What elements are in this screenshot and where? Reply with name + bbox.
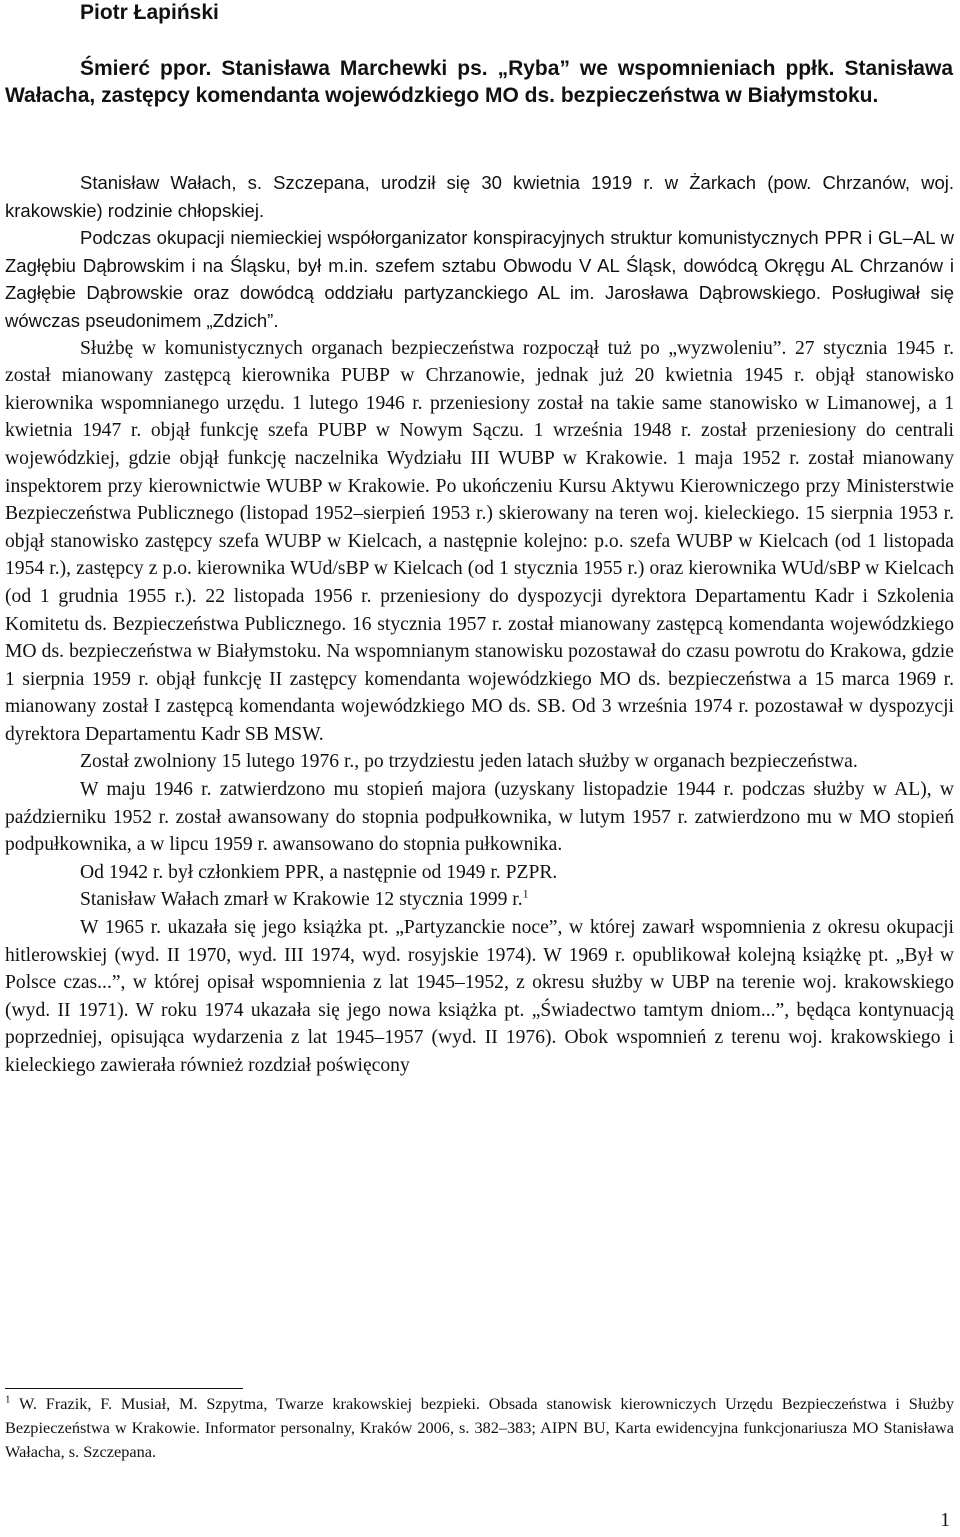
paragraph-death-text: Stanisław Wałach zmarł w Krakowie 12 stycznia 1999 r.	[80, 889, 523, 911]
paragraph-books: W 1965 r. ukazała się jego książka pt. „Partyzanckie noce”, w której zawarł wspomnienia z okresu okupacji hitlerowskiej (wyd. II 1970, wyd. III 1974, wyd. rosyjskie 1974). W 1969 r. opublikował kolejną książkę pt. „Był w Polsce czas...”, w której opisał wspomnienia z lat 1945–1952, z okresu służby w UBP na terenie woj. krakowskiego (wyd. II 1971). W roku 1974 ukazała się jego nowa książka pt. „Świadectwo tamtym dniom...”, będąca kontynuacją poprzedniej, opisująca wydarzenia z lat 1945–1957 (wyd. II 1976). Obok wspomnień z terenu woj. krakowskiego i kieleckiego zawierała również rozdział poświęcony	[5, 917, 954, 1076]
author-name: Piotr Łapiński	[80, 1, 219, 24]
paragraph-ranks: W maju 1946 r. zatwierdzono mu stopień majora (uzyskany listopadzie 1944 r. podczas służby w AL), w październiku 1952 r. został awansowany do stopnia podpułkownika, w lutym 1957 r. zatwierdzono mu w MO stopień podpułkownika, a w lipcu 1959 r. awansowano do stopnia pułkownika.	[5, 779, 954, 856]
footnote-text: W. Frazik, F. Musiał, M. Szpytma, Twarze krakowskiej bezpieki. Obsada stanowisk kierowniczych Urzędu Bezpieczeństwa i Służby Bezpieczeństwa w Krakowie. Informator personalny, Kraków 2006, s. 382–383; AIPN BU, Karta ewidencyjna funkcjonariusza MO Stanisława Wałacha, s. Szczepana.	[5, 1394, 954, 1461]
paragraph-career: Służbę w komunistycznych organach bezpieczeństwa rozpoczął tuż po „wyzwoleniu”. 27 stycznia 1945 r. został mianowany zastępcą kierownika PUBP w Chrzanowie, jednak już 20 kwietnia 1945 r. objął stanowisko kierownika wspomnianego urzędu. 1 lutego 1946 r. przeniesiony został na takie same stanowisko w Limanowej, a 1 kwietnia 1947 r. objął funkcję szefa PUBP w Nowym Sączu. 1 września 1948 r. został przeniesiony do centrali wojewódzkiej, gdzie objął funkcję naczelnika Wydziału III WUBP w Krakowie. 1 maja 1952 r. został mianowany inspektorem przy kierownictwie WUBP w Krakowie. Po ukończeniu Kursu Aktywu Kierowniczego przy Ministerstwie Bezpieczeństwa Publicznego (listopad 1952–sierpień 1953 r.) skierowany na teren woj. kieleckiego. 15 sierpnia 1953 r. objął stanowisko zastępcy szefa WUBP w Kielcach, a następnie kolejno: p.o. szefa WUBP w Kielcach (od 1 listopada 1954 r.), zastępcy z p.o. kierownika WUd/sBP w Kielcach (od 1 stycznia 1955 r.) oraz kierownika WUd/sBP w Kielcach (od 1 grudnia 1955 r.). 22 listopada 1956 r. przeniesiony do dyspozycji dyrektora Departamentu Kadr i Szkolenia Komitetu ds. Bezpieczeństwa Publicznego. 16 stycznia 1957 r. został mianowany zastępcą komendanta wojewódzkiego MO ds. bezpieczeństwa w Białymstoku. Na wspomnianym stanowisku pozostawał do czasu powrotu do Krakowa, gdzie 1 sierpnia 1959 r. objął funkcję II zastępcy komendanta wojewódzkiego MO ds. bezpieczeństwa a 15 marca 1969 r. mianowany został I zastępcą komendanta wojewódzkiego MO ds. SB. Od 3 września 1974 r. pozostawał w dyspozycji dyrektora Departamentu Kadr SB MSW.	[5, 337, 954, 745]
article-title	[5, 55, 953, 109]
paragraph-party: Od 1942 r. był członkiem PPR, a następnie od 1949 r. PZPR.	[80, 861, 558, 883]
paragraph-occupation: Podczas okupacji niemieckiej współorganizator konspiracyjnych struktur komunistycznych PPR i GL–AL w Zagłębiu Dąbrowskim i na Śląsku, był m.in. szefem sztabu Obwodu V AL Śląsk, dowódcą Okręgu AL Chrzanów i Zagłębie Dąbrowskie oraz dowódcą oddziału partyzanckiego AL im. Jarosława Dąbrowskiego. Posługiwał się wówczas pseudonimem „Zdzich”.	[5, 227, 954, 331]
footnote-number: 1	[5, 1393, 11, 1406]
footnote-divider	[5, 1388, 243, 1389]
article-title-text: Śmierć ppor. Stanisława Marchewki ps. „Ryba” we wspomnieniach ppłk. Stanisława Wałacha, zastępcy komendanta wojewódzkiego MO ds. bezpieczeństwa w Białymstoku.	[5, 57, 953, 107]
paragraph-dismissal: Został zwolniony 15 lutego 1976 r., po trzydziestu jeden latach służby w organach bezpieczeństwa.	[80, 751, 858, 773]
article-body	[5, 169, 954, 1080]
paragraph-death	[5, 886, 954, 914]
paragraph-birth: Stanisław Wałach, s. Szczepana, urodził się 30 kwietnia 1919 r. w Żarkach (pow. Chrzanów, woj. krakowskie) rodzinie chłopskiej.	[5, 172, 954, 221]
footnote	[5, 1392, 954, 1464]
page-number: 1	[940, 1510, 950, 1531]
footnote-reference[interactable]: 1	[522, 886, 529, 901]
